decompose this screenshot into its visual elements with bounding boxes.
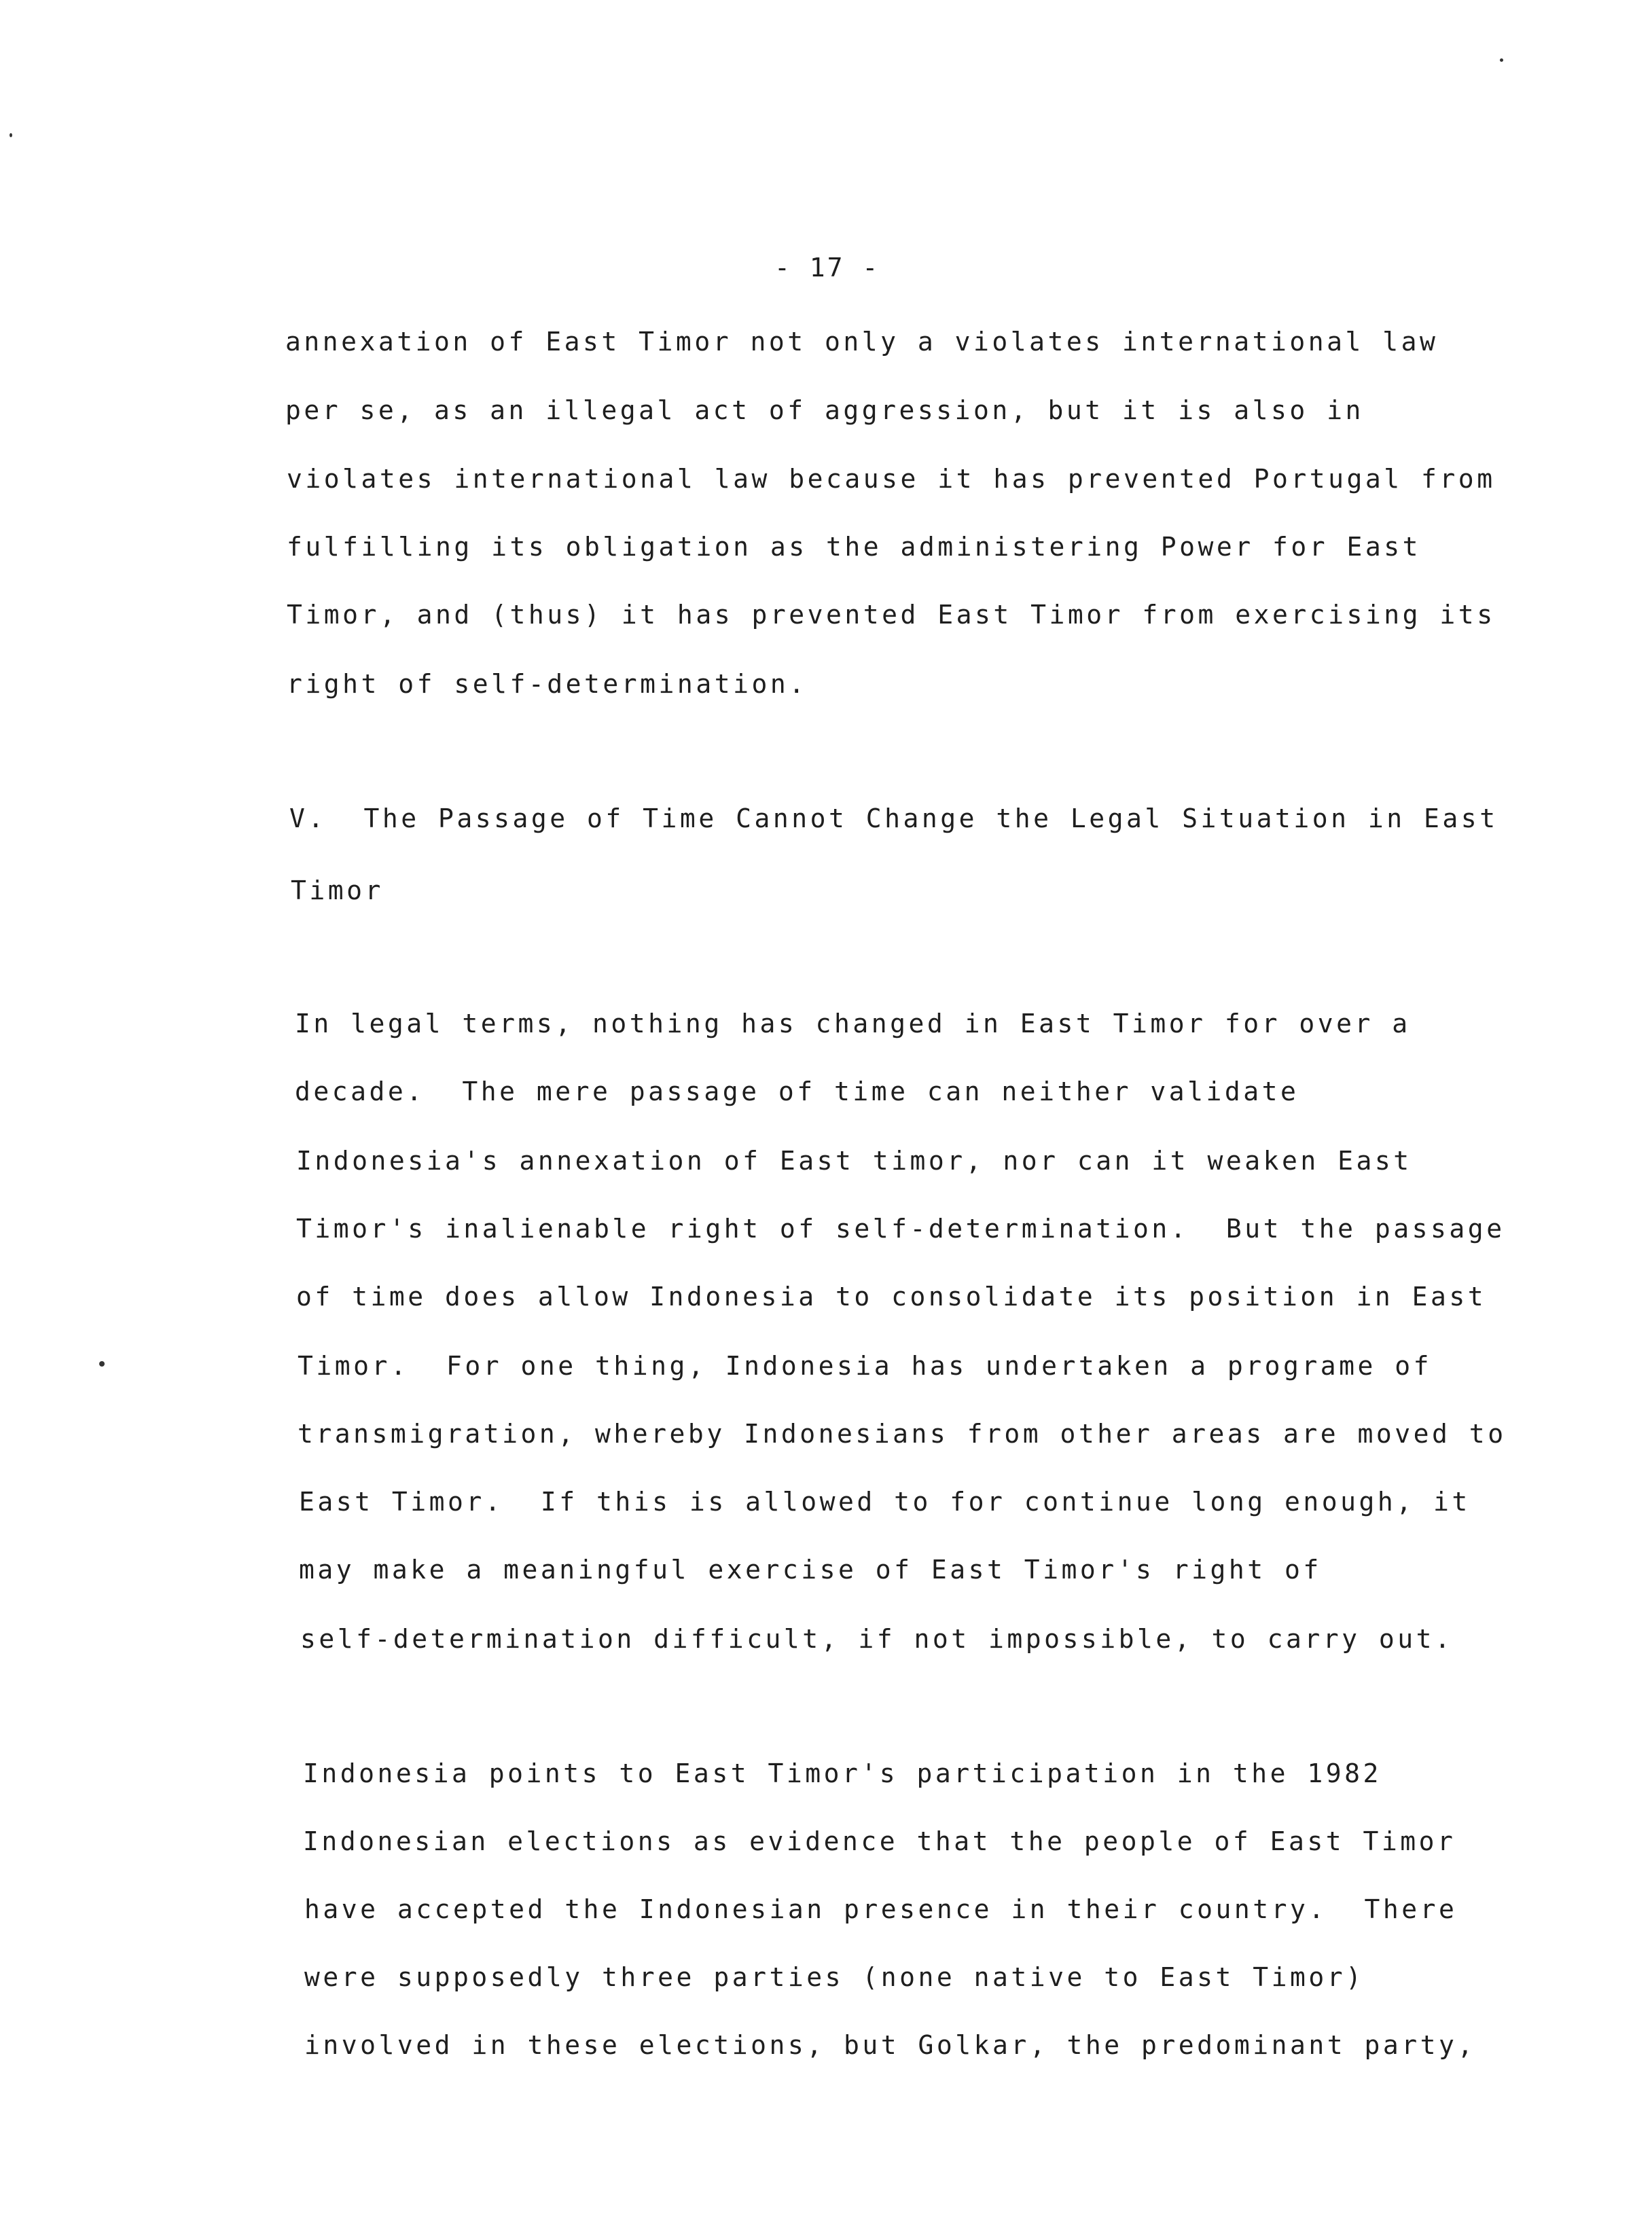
text-line: decade. The mere passage of time can neither validate [295, 1077, 1299, 1106]
scan-speck [10, 133, 12, 137]
text-line: In legal terms, nothing has changed in East Timor for over a [295, 1009, 1411, 1039]
text-line: transmigration, whereby Indonesians from other areas are moved to [298, 1419, 1507, 1449]
heading-line: Timor [291, 875, 384, 905]
text-line: Indonesian elections as evidence that the people of East Timor [303, 1826, 1456, 1856]
scan-speck [1500, 58, 1503, 62]
text-line: self-determination difficult, if not impossible, to carry out. [300, 1624, 1454, 1654]
heading-line: V. The Passage of Time Cannot Change the Legal Situation in East [289, 803, 1498, 833]
text-line: Timor, and (thus) it has prevented East Timor from exercising its [287, 600, 1496, 630]
text-line: have accepted the Indonesian presence in their country. There [304, 1894, 1458, 1924]
text-line: Timor's inalienable right of self-determination. But the passage [296, 1214, 1505, 1244]
text-line: per se, as an illegal act of aggression, but it is also in [285, 395, 1364, 425]
page-number: - 17 - [774, 253, 880, 283]
text-line: fulfilling its obligation as the administering Power for East [287, 532, 1422, 562]
text-line: were supposedly three parties (none native to East Timor) [304, 1962, 1365, 1992]
text-line: annexation of East Timor not only a violates international law [285, 327, 1439, 357]
text-line: Indonesia's annexation of East timor, nor can it weaken East [296, 1146, 1412, 1176]
text-line: involved in these elections, but Golkar, the predominant party, [304, 2030, 1476, 2060]
text-line: East Timor. If this is allowed to for continue long enough, it [299, 1487, 1471, 1517]
text-line: of time does allow Indonesia to consolidate its position in East [296, 1282, 1487, 1312]
text-line: Timor. For one thing, Indonesia has undertaken a programe of [298, 1351, 1433, 1381]
text-line: right of self-determination. [287, 669, 808, 699]
text-line: may make a meaningful exercise of East Timor's right of [299, 1555, 1322, 1585]
text-line: Indonesia points to East Timor's participation in the 1982 [303, 1758, 1382, 1788]
scan-speck [99, 1361, 105, 1367]
text-line: violates international law because it has prevented Portugal from [287, 464, 1496, 494]
